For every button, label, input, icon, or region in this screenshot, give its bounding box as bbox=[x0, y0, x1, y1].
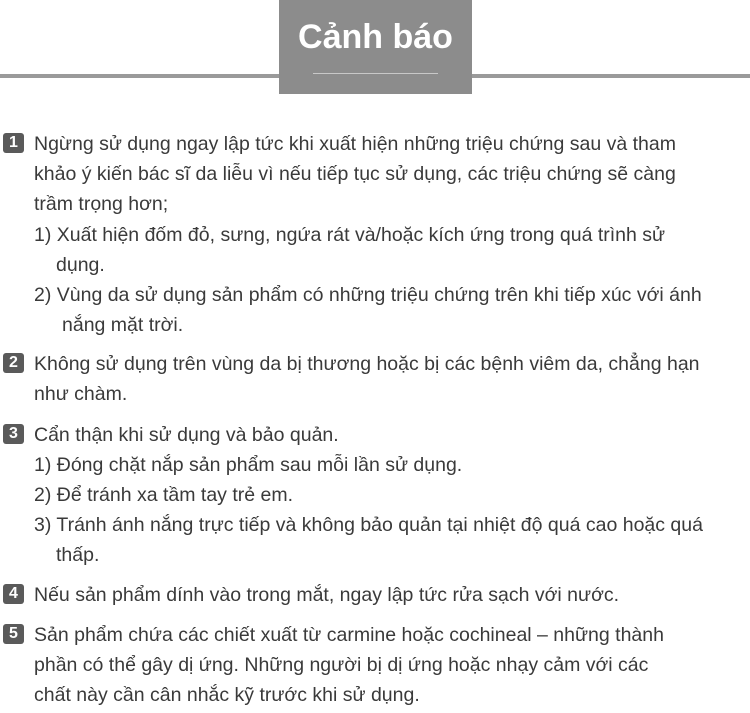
subitem-text-line: nắng mặt trời. bbox=[62, 314, 184, 336]
subitem-text-line: 1) Xuất hiện đốm đỏ, sưng, ngứa rát và/hoặc kích ứng trong quá trình sử bbox=[34, 224, 666, 246]
item-text-line: chất này cần cân nhắc kỹ trước khi sử dụng. bbox=[34, 684, 420, 706]
item-text-line: trầm trọng hơn; bbox=[34, 193, 169, 215]
title-underline bbox=[313, 73, 438, 74]
item-number-badge: 3 bbox=[3, 424, 24, 444]
item-number-badge: 5 bbox=[3, 624, 24, 644]
item-text-line: khảo ý kiến bác sĩ da liễu vì nếu tiếp tục sử dụng, các triệu chứng sẽ càng bbox=[34, 163, 676, 185]
item-text-line: Cẩn thận khi sử dụng và bảo quản. bbox=[34, 424, 339, 446]
subitem-text-line: 2) Để tránh xa tầm tay trẻ em. bbox=[34, 484, 294, 506]
item-number-badge: 2 bbox=[3, 353, 24, 373]
item-text-line: Sản phẩm chứa các chiết xuất từ carmine hoặc cochineal – những thành bbox=[34, 624, 664, 646]
item-number-badge: 4 bbox=[3, 584, 24, 604]
item-text-line: Không sử dụng trên vùng da bị thương hoặc bị các bệnh viêm da, chẳng hạn bbox=[34, 353, 700, 375]
page-title: Cảnh báo bbox=[298, 18, 453, 56]
item-text-line: Nếu sản phẩm dính vào trong mắt, ngay lập tức rửa sạch với nước. bbox=[34, 584, 620, 606]
subitem-text-line: 2) Vùng da sử dụng sản phẩm có những triệu chứng trên khi tiếp xúc với ánh bbox=[34, 284, 702, 306]
item-number-badge: 1 bbox=[3, 133, 24, 153]
subitem-text-line: 3) Tránh ánh nắng trực tiếp và không bảo quản tại nhiệt độ quá cao hoặc quá bbox=[34, 514, 703, 536]
item-text-line: phần có thể gây dị ứng. Những người bị dị ứng hoặc nhạy cảm với các bbox=[34, 654, 649, 676]
item-text-line: Ngừng sử dụng ngay lập tức khi xuất hiện những triệu chứng sau và tham bbox=[34, 133, 676, 155]
subitem-text-line: dụng. bbox=[56, 254, 105, 276]
title-banner bbox=[279, 0, 472, 94]
item-text-line: như chàm. bbox=[34, 383, 128, 405]
subitem-text-line: 1) Đóng chặt nắp sản phẩm sau mỗi lần sử dụng. bbox=[34, 454, 463, 476]
subitem-text-line: thấp. bbox=[56, 544, 100, 566]
